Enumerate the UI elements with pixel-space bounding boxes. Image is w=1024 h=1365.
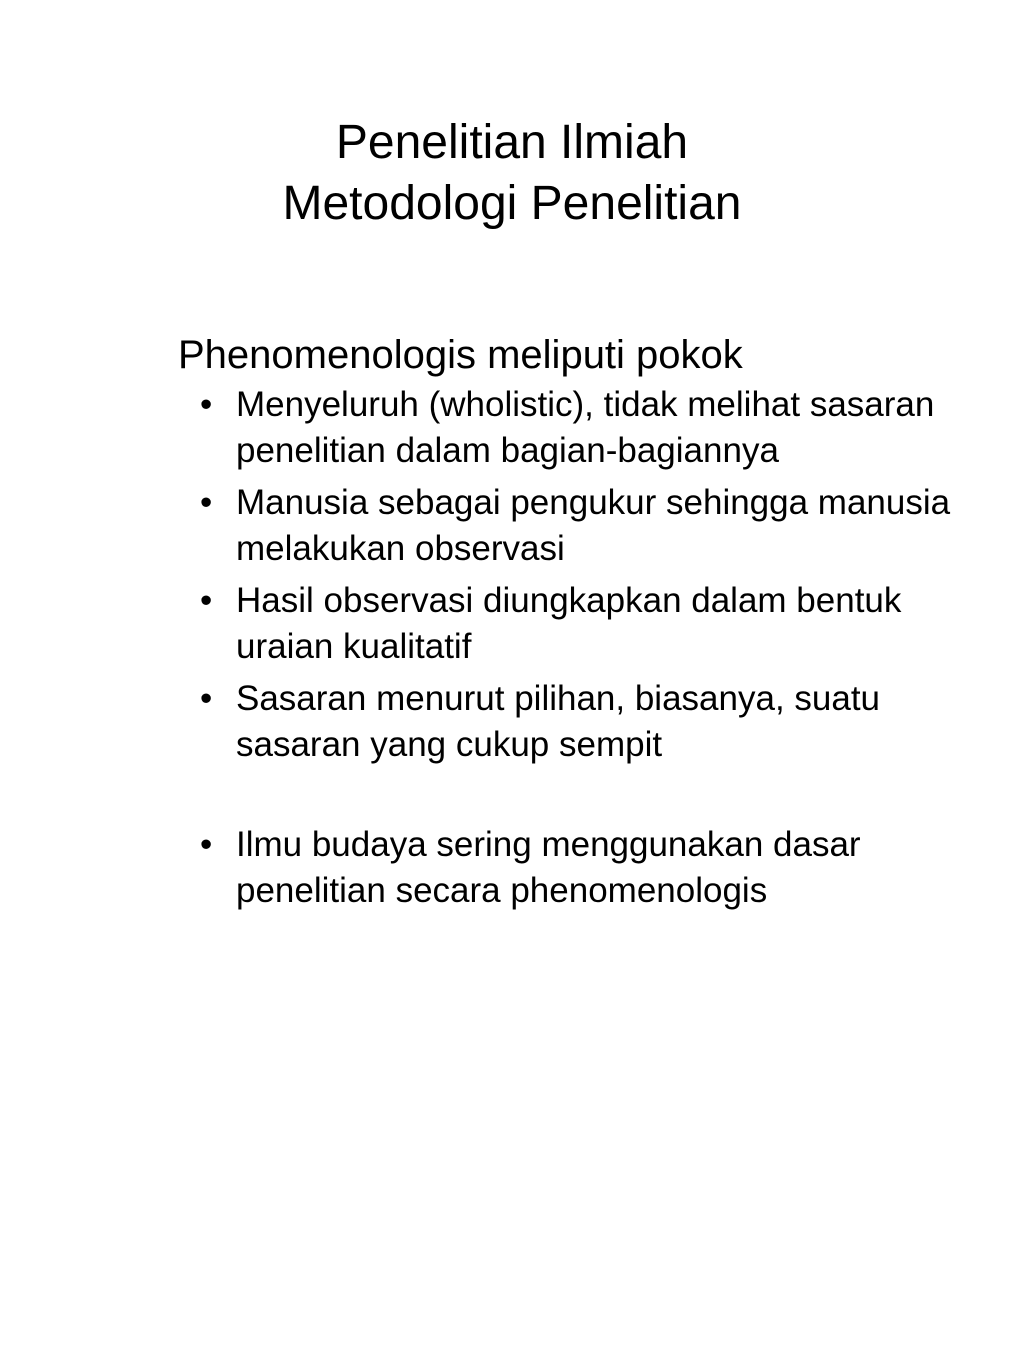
- slide-body: [178, 330, 978, 920]
- bullet-marker: •: [200, 483, 213, 522]
- bullet-item: [178, 676, 978, 768]
- bullet-list: [178, 382, 978, 914]
- body-heading: Phenomenologis meliputi pokok: [178, 333, 743, 377]
- bullet-text: Menyeluruh (wholistic), tidak melihat sasaran penelitian dalam bagian-bagiannya: [236, 385, 935, 470]
- bullet-text: Hasil observasi diungkapkan dalam bentuk uraian kualitatif: [236, 581, 902, 666]
- bullet-item: [178, 822, 978, 914]
- slide-title: [0, 112, 1024, 234]
- bullet-marker: •: [200, 825, 213, 864]
- bullet-marker: •: [200, 385, 213, 424]
- bullet-item: [178, 480, 978, 572]
- title-line-2: Metodologi Penelitian: [282, 177, 742, 230]
- bullet-item: [178, 578, 978, 670]
- bullet-text: Manusia sebagai pengukur sehingga manusia melakukan observasi: [236, 483, 951, 568]
- bullet-text: Sasaran menurut pilihan, biasanya, suatu sasaran yang cukup sempit: [236, 679, 881, 764]
- bullet-marker: •: [200, 679, 213, 718]
- bullet-item: [178, 382, 978, 474]
- bullet-marker: •: [200, 581, 213, 620]
- title-line-1: Penelitian Ilmiah: [335, 116, 689, 169]
- bullet-text: Ilmu budaya sering menggunakan dasar penelitian secara phenomenologis: [236, 825, 861, 910]
